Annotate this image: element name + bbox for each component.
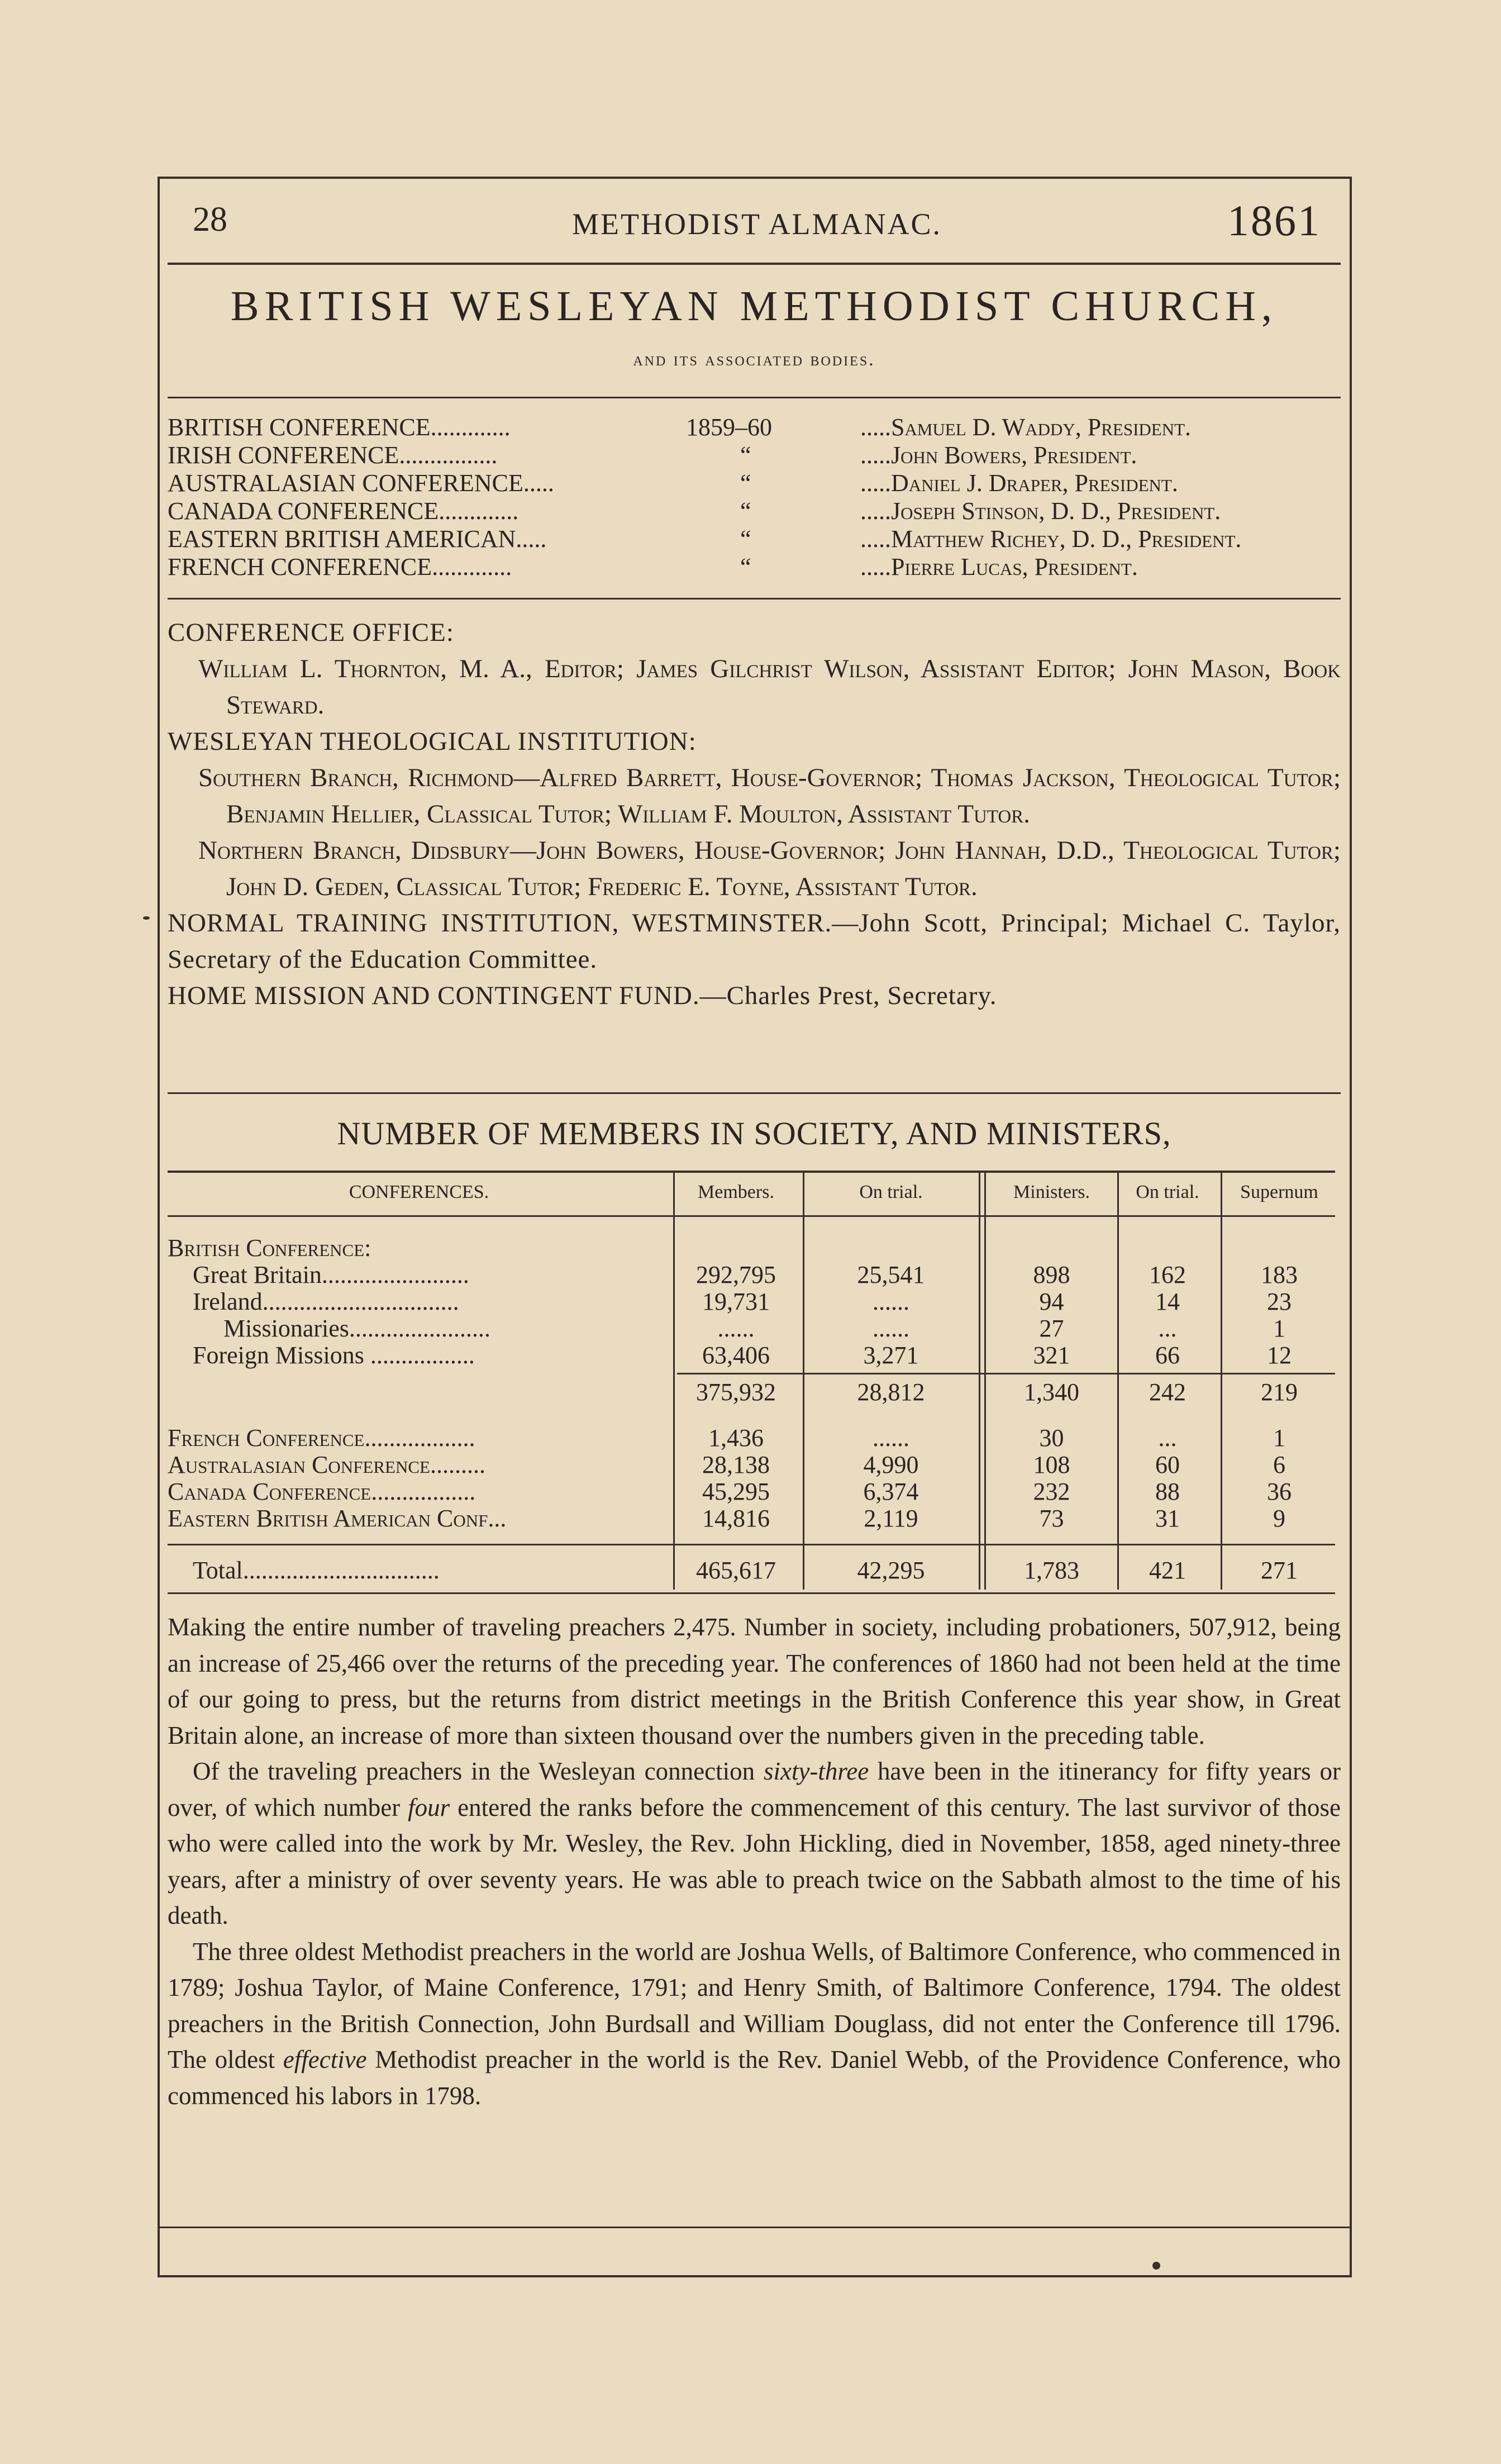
section-heading: HOME MISSION AND CONTINGENT FUND.—Charles Prest, Secretary. — [168, 981, 997, 1010]
list-item: AUSTRALASIAN CONFERENCE..... “ .....Daniel J. Draper, President. — [168, 469, 1178, 497]
divider — [168, 397, 1341, 398]
column-header: On trial. — [859, 1182, 923, 1202]
table-top-rule — [168, 1171, 1335, 1173]
office-section — [168, 615, 1341, 1014]
page-title: BRITISH WESLEYAN METHODIST CHURCH, — [230, 283, 1278, 330]
column-header: Ministers. — [1013, 1182, 1090, 1202]
header-rule — [168, 263, 1341, 265]
total-rule — [168, 1544, 1335, 1545]
paragraph: The three oldest Methodist preachers in the world are Joshua Wells, of Baltimore Conference, who commenced in 1789; Joshua Taylor, of Maine Conference, 1791; and Henry Smith, of Baltimore Conference, 1794. The oldest preachers in the British Connection, John Burdsall and William Douglass, did not enter the Conference till 1796. The oldest effective Methodist preacher in the world is the Rev. Daniel Webb, of the Providence Conference, who commenced his labors in 1798. — [168, 1937, 1341, 2110]
paragraph: William L. Thornton, M. A., Editor; James Gilchrist Wilson, Assistant Editor; John Mason, Book Steward. — [198, 654, 1341, 720]
ink-spot — [143, 916, 150, 920]
divider — [168, 1092, 1341, 1094]
bottom-rule — [158, 2227, 1352, 2228]
divider — [168, 598, 1341, 600]
subtotal-rule — [677, 1373, 1335, 1374]
conference-list — [168, 413, 1335, 581]
list-item: BRITISH CONFERENCE............. 1859–60 .....Samuel D. Waddy, President. — [168, 413, 1192, 441]
column-header: Supernum — [1240, 1182, 1318, 1202]
section-heading: NORMAL TRAINING INSTITUTION, WESTMINSTER.—John Scott, Principal; Michael C. Taylor, Secretary of the Education Committee. — [168, 908, 1341, 974]
running-header — [193, 196, 1321, 257]
table-title: NUMBER OF MEMBERS IN SOCIETY, AND MINISTERS, — [337, 1115, 1171, 1152]
page-subtitle: and its associated bodies. — [633, 349, 875, 370]
list-item: CANADA CONFERENCE............. “ .....Joseph Stinson, D. D., President. — [168, 497, 1221, 525]
paragraph: Of the traveling preachers in the Wesleyan connection sixty-three have been in the itinerancy for fifty years or over, of which number four entered the ranks before the commencement of this century. The last survivor of those who were called into the work by Mr. Wesley, the Rev. John Hickling, died in November, 1858, aged ninety-three years, after a ministry of over seventy years. He was able to preach twice on the Sabbath almost to the time of his death. — [168, 1757, 1341, 1929]
paragraph: Southern Branch, Richmond—Alfred Barrett, House-Governor; Thomas Jackson, Theological Tutor; Benjamin Hellier, Classical Tutor; William F. Moulton, Assistant Tutor. — [198, 763, 1341, 829]
column-header: CONFERENCES. — [349, 1182, 489, 1202]
body-text — [168, 1609, 1341, 2114]
table-bottom-rule — [168, 1592, 1335, 1594]
paragraph: Northern Branch, Didsbury—John Bowers, House-Governor; John Hannah, D.D., Theological Tutor; John D. Geden, Classical Tutor; Frederic E. Toyne, Assistant Tutor. — [198, 836, 1341, 901]
section-heading: CONFERENCE OFFICE: — [168, 618, 454, 647]
column-header: Members. — [698, 1182, 774, 1202]
year: 1861 — [1227, 196, 1321, 245]
page-number: 28 — [193, 201, 227, 239]
paragraph: Making the entire number of traveling preachers 2,475. Number in society, including probationers, 507,912, being an increase of 25,466 over the returns of the preceding year. The conferences of 1860 had not been held at the time of our going to press, but the returns from district meetings in the British Conference this year show, in Great Britain alone, an increase of more than sixteen thousand over the numbers given in the preceding table. — [168, 1613, 1341, 1749]
section-heading: WESLEYAN THEOLOGICAL INSTITUTION: — [168, 727, 697, 756]
group-label: British Conference: — [168, 1234, 371, 1262]
header-rule — [168, 1215, 1335, 1217]
running-title: METHODIST ALMANAC. — [571, 207, 942, 241]
column-header: On trial. — [1136, 1182, 1199, 1202]
list-item: IRISH CONFERENCE................ “ .....John Bowers, President. — [168, 441, 1137, 469]
list-item: EASTERN BRITISH AMERICAN..... “ .....Matthew Richey, D. D., President. — [168, 525, 1242, 553]
ink-spot — [1152, 2262, 1160, 2270]
list-item: FRENCH CONFERENCE............. “ .....Pierre Lucas, President. — [168, 553, 1138, 581]
